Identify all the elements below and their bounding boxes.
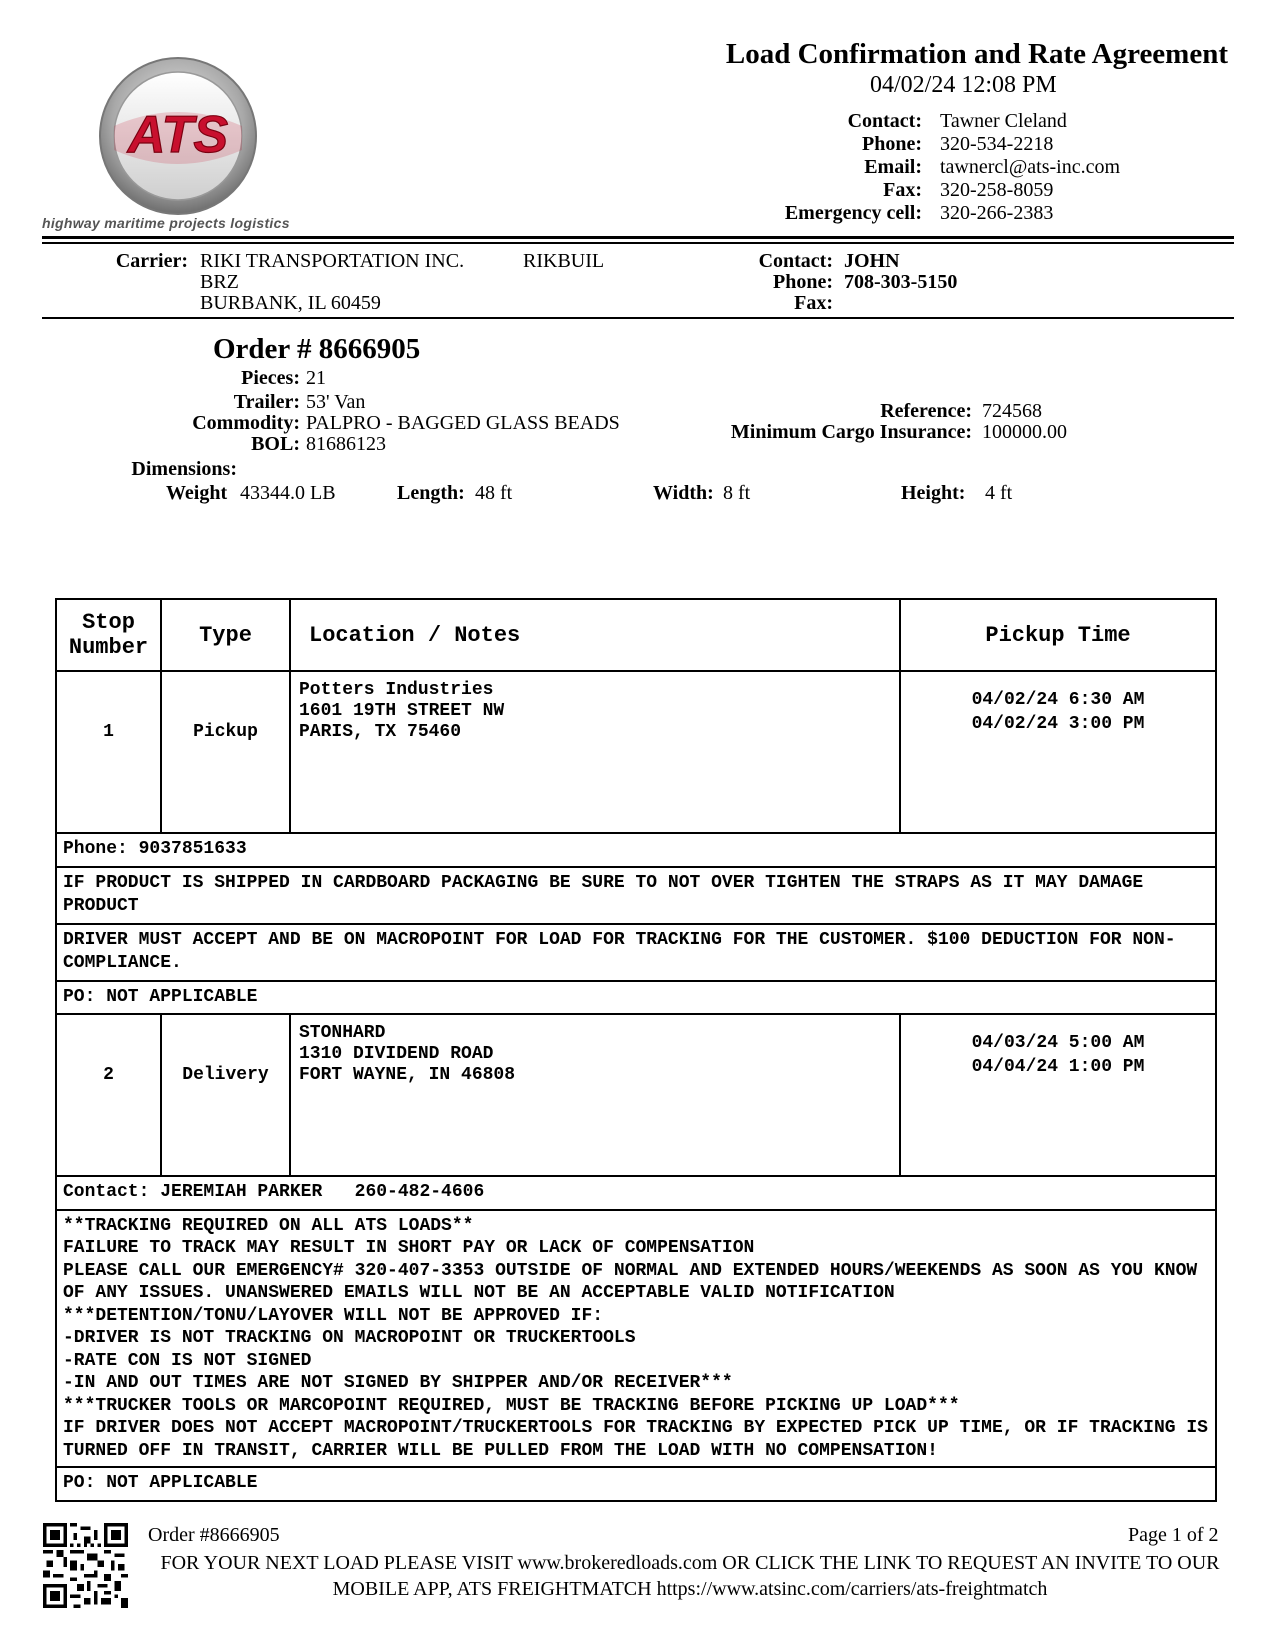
email-label: Email:: [864, 156, 922, 178]
carrier-contact-label: Contact:: [758, 250, 833, 272]
weight-label: Weight: [166, 482, 228, 504]
carrier-fax-label: Fax:: [794, 292, 833, 314]
height-value: 4 ft: [985, 482, 1013, 504]
width-label: Width:: [653, 482, 714, 504]
dimensions-label: Dimensions:: [131, 458, 237, 480]
stop-note: IF PRODUCT IS SHIPPED IN CARDBOARD PACKAGING BE SURE TO NOT OVER TIGHTEN THE STRAPS AS IT MAY DAMAGE PRODUCT: [56, 867, 1216, 924]
ats-logo-text: ATS: [127, 106, 229, 164]
carrier-phone-value: 708-303-5150: [844, 271, 958, 293]
stop-phone: Phone: 9037851633: [56, 833, 1216, 867]
carrier-divider: [42, 317, 1234, 319]
commodity-label: Commodity:: [192, 412, 300, 434]
stop-times: 04/02/24 6:30 AM 04/02/24 3:00 PM: [900, 671, 1216, 833]
stop-type: Delivery: [161, 1014, 290, 1176]
stop-location: STONHARD 1310 DIVIDEND ROAD FORT WAYNE, IN 46808: [290, 1014, 900, 1176]
stops-table: [55, 598, 1217, 1502]
min-cargo-insurance-value: 100000.00: [982, 421, 1067, 443]
stop-row: [56, 1014, 1216, 1176]
footer-page-number: Page 1 of 2: [1128, 1524, 1219, 1546]
stop-note-row: [56, 981, 1216, 1015]
stop-times: 04/03/24 5:00 AM 04/04/24 1:00 PM: [900, 1014, 1216, 1176]
reference-value: 724568: [982, 400, 1042, 422]
length-value: 48 ft: [475, 482, 513, 504]
stop-number: 1: [56, 671, 161, 833]
length-label: Length:: [397, 482, 465, 504]
phone-label: Phone:: [862, 133, 922, 155]
bol-label: BOL:: [251, 433, 300, 455]
carrier-code: RIKBUIL: [523, 250, 605, 272]
pieces-label: Pieces:: [241, 367, 300, 389]
commodity-value: PALPRO - BAGGED GLASS BEADS: [306, 412, 620, 434]
footer-order-number: Order #8666905: [148, 1524, 280, 1546]
stops-table-header: [56, 599, 1216, 671]
fax-value: 320-258-8059: [940, 179, 1054, 201]
stop-note-row: [56, 833, 1216, 867]
ats-logo: [40, 38, 330, 228]
stop-note-row: [56, 1176, 1216, 1210]
col-pickup-time: Pickup Time: [900, 599, 1216, 671]
stop-note-row: [56, 1210, 1216, 1468]
header-divider-thin: [42, 242, 1234, 244]
col-location-notes: Location / Notes: [290, 599, 900, 671]
stop-note-row: [56, 1467, 1216, 1501]
contact-value: Tawner Cleland: [940, 110, 1067, 132]
stop-row: [56, 671, 1216, 833]
col-stop-number: Stop Number: [56, 599, 161, 671]
pieces-value: 21: [306, 367, 326, 389]
fax-label: Fax:: [883, 179, 922, 201]
qr-code[interactable]: [43, 1523, 128, 1608]
stop-po: PO: NOT APPLICABLE: [56, 1467, 1216, 1501]
weight-value: 43344.0 LB: [240, 482, 336, 504]
height-label: Height:: [901, 482, 966, 504]
carrier-name: RIKI TRANSPORTATION INC.: [200, 250, 465, 272]
carrier-phone-label: Phone:: [773, 271, 833, 293]
stop-note: DRIVER MUST ACCEPT AND BE ON MACROPOINT FOR LOAD FOR TRACKING FOR THE CUSTOMER. $100 DEDUCTION FOR NON-COMPLIANCE.: [56, 924, 1216, 981]
stop-location: Potters Industries 1601 19TH STREET NW PARIS, TX 75460: [290, 671, 900, 833]
carrier-line2: BRZ: [200, 271, 239, 293]
min-cargo-insurance-label: Minimum Cargo Insurance:: [730, 421, 972, 443]
trailer-value: 53' Van: [306, 391, 366, 413]
stop-note-row: [56, 867, 1216, 924]
width-value: 8 ft: [723, 482, 751, 504]
order-title: Order # 8666905: [213, 333, 421, 365]
email-value[interactable]: tawnercl@ats-inc.com: [940, 156, 1121, 178]
stop-type: Pickup: [161, 671, 290, 833]
emergency-cell-value: 320-266-2383: [940, 202, 1054, 224]
stop-po: PO: NOT APPLICABLE: [56, 981, 1216, 1015]
stop-number: 2: [56, 1014, 161, 1176]
document-title: Load Confirmation and Rate Agreement: [725, 38, 1228, 70]
phone-value: 320-534-2218: [940, 133, 1054, 155]
trailer-label: Trailer:: [233, 391, 300, 413]
emergency-cell-label: Emergency cell:: [784, 202, 922, 224]
carrier-contact-value: JOHN: [844, 250, 900, 272]
header-divider: [42, 236, 1234, 239]
contact-label: Contact:: [847, 110, 922, 132]
carrier-address: BURBANK, IL 60459: [200, 292, 381, 314]
stop-contact: Contact: JEREMIAH PARKER 260-482-4606: [56, 1176, 1216, 1210]
reference-label: Reference:: [880, 400, 972, 422]
col-type: Type: [161, 599, 290, 671]
stop-note-row: [56, 924, 1216, 981]
stop-note: **TRACKING REQUIRED ON ALL ATS LOADS** FAILURE TO TRACK MAY RESULT IN SHORT PAY OR LACK OF COMPENSATION PLEASE CALL OUR EMERGENCY# 320-407-3353 OUTSIDE OF NORMAL AND EXTENDED HOURS/WEEKENDS AS SOON AS YOU KNOW OF ANY ISSUES. UNANSWERED EMAILS WILL NOT BE AN ACCEPTABLE VALID NOTIFICATION ***DETENTION/TONU/LAYOVER WILL NOT BE APPROVED IF: -DRIVER IS NOT TRACKING ON MACROPOINT OR TRUCKERTOOLS -RATE CON IS NOT SIGNED -IN AND OUT TIMES ARE NOT SIGNED BY SHIPPER AND/OR RECEIVER*** ***TRUCKER TOOLS OR MARCOPOINT REQUIRED, MUST BE TRACKING BEFORE PICKING UP LOAD*** IF DRIVER DOES NOT ACCEPT MACROPOINT/TRUCKERTOOLS FOR TRACKING BY EXPECTED PICK UP TIME, OR IF TRACKING IS TURNED OFF IN TRANSIT, CARRIER WILL BE PULLED FROM THE LOAD WITH NO COMPENSATION!: [56, 1210, 1216, 1468]
footer-message[interactable]: FOR YOUR NEXT LOAD PLEASE VISIT www.brokeredloads.com OR CLICK THE LINK TO REQUEST AN INVITE TO OUR MOBILE APP, ATS FREIGHTMATCH https://www.atsinc.com/carriers/ats-freightmatch: [160, 1552, 1220, 1600]
carrier-label: Carrier:: [115, 250, 188, 272]
logo-tagline: highway maritime projects logistics: [42, 215, 290, 231]
document-datetime: 04/02/24 12:08 PM: [870, 72, 1057, 98]
bol-value: 81686123: [306, 433, 386, 455]
